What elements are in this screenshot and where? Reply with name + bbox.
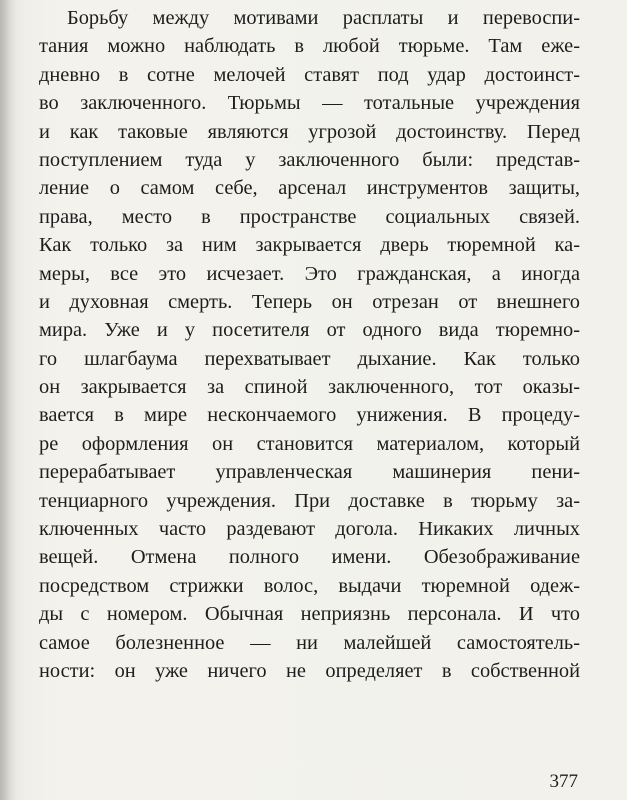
- text-line: права, место в пространстве социальных связей.: [39, 205, 580, 228]
- text-line: тания можно наблюдать в любой тюрьме. Там еже-: [39, 35, 580, 58]
- text-line: Борьбу между мотивами расплаты и перевоспи-: [67, 7, 580, 29]
- text-line: ды с номером. Обычная неприязнь персонала. И что: [39, 603, 580, 626]
- text-line: он закрывается за спиной заключенного, тот оказы-: [39, 376, 580, 399]
- text-line: во заключенного. Тюрьмы — тотальные учреждения: [39, 92, 580, 115]
- text-line: ре оформления он становится материалом, который: [39, 432, 580, 455]
- text-line: ности: он уже ничего не определяет в собственной: [39, 659, 580, 682]
- page-number: 377: [549, 771, 578, 792]
- text-line: Как только за ним закрывается дверь тюремной ка-: [39, 234, 580, 257]
- binding-shadow: [0, 0, 16, 800]
- body-text: [39, 4, 580, 685]
- text-line: и как таковые являются угрозой достоинству. Перед: [39, 120, 580, 143]
- text-line: меры, все это исчезает. Это гражданская, а иногда: [39, 262, 580, 285]
- text-line: мира. Уже и у посетителя от одного вида тюремно-: [39, 319, 580, 342]
- text-line: дневно в сотне мелочей ставят под удар достоинст-: [39, 63, 580, 86]
- text-line: и духовная смерть. Теперь он отрезан от внешнего: [39, 290, 580, 313]
- text-line: вается в мире нескончаемого унижения. В процеду-: [39, 404, 580, 427]
- text-line: го шлагбаума перехватывает дыхание. Как только: [39, 347, 580, 370]
- text-line: ление о самом себе, арсенал инструментов защиты,: [39, 177, 580, 200]
- text-line: тенциарного учреждения. При доставке в тюрьму за-: [39, 489, 580, 512]
- text-line: перерабатывает управленческая машинерия пени-: [39, 461, 580, 484]
- text-line: посредством стрижки волос, выдачи тюремной одеж-: [39, 574, 580, 597]
- text-line: вещей. Отмена полного имени. Обезображивание: [39, 546, 580, 569]
- text-line: ключенных часто раздевают догола. Никаких личных: [39, 518, 580, 541]
- text-line: поступлением туда у заключенного были: представ-: [39, 148, 580, 171]
- text-line: самое болезненное — ни малейшей самостоятель-: [39, 631, 580, 654]
